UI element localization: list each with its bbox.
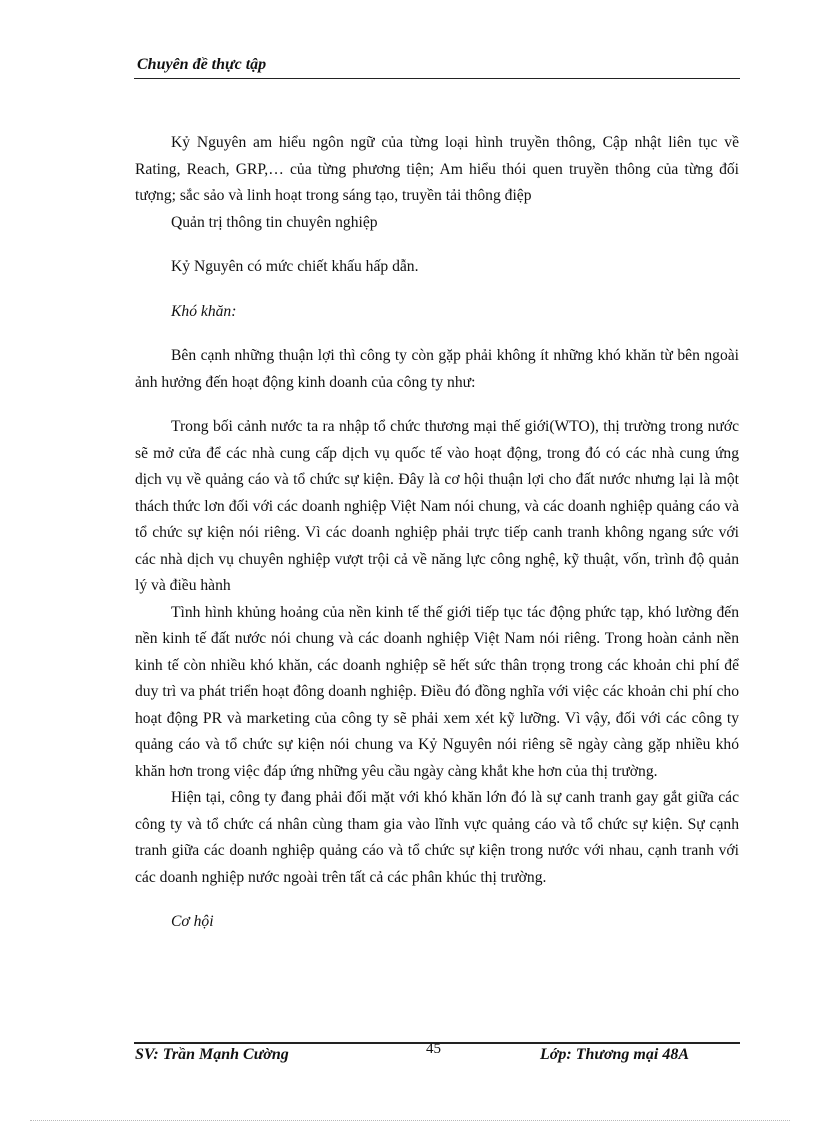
section-heading-difficulties: Khó khăn:	[171, 302, 237, 320]
paragraph-wto: Trong bối cảnh nước ta ra nhập tổ chức thương mại thế giới(WTO), thị trường trong nước sẽ mở cửa để các nhà cung cấp dịch vụ quốc tế vào hoạt động, trong đó có các nhà cung ứng dịch vụ về quảng cáo và tổ chức sự kiện. Đây là cơ hội thuận lợi cho đất nước nhưng lại là một thách thức lơn đối với các doanh nghiệp Việt Nam nói chung, và các doanh nghiệp quảng cáo và tổ chức sự kiện nói riêng. Vì các doanh nghiệp phải trực tiếp canh tranh không ngang sức với các nhà dịch vụ chuyên nghiệp vượt trội cả về năng lực công nghệ, kỹ thuật, vốn, trình độ quản lý và điều hành	[135, 418, 739, 594]
paragraph-strengths: Kỷ Nguyên am hiểu ngôn ngữ của từng loại hình truyền thông, Cập nhật liên tục về Rating, Reach, GRP,… của từng phương tiện; Am hiểu thói quen truyền thông của từng đối tượng; sắc sảo và linh hoạt trong sáng tạo, truyền tải thông điệp	[135, 134, 739, 204]
paragraph-difficulties-intro: Bên cạnh những thuận lợi thì công ty còn gặp phải không ít những khó khăn từ bên ngoài ảnh hưởng đến hoạt động kinh doanh của công ty như:	[135, 347, 739, 391]
footer-student: SV: Trần Mạnh Cường	[135, 1046, 289, 1063]
paragraph-competition: Hiện tại, công ty đang phải đối mặt với khó khăn lớn đó là sự canh tranh gay gắt giữa các công ty và tổ chức cá nhân cùng tham gia vào lĩnh vực quảng cáo và tổ chức sự kiện. Sự cạnh tranh giữa các doanh nghiệp quảng cáo và tổ chức sự kiện trong nước với nhau, cạnh tranh với các doanh nghiệp nước ngoài trên tất cả các phân khúc thị trường.	[135, 789, 739, 886]
body-text	[135, 130, 739, 936]
page-edge	[30, 1120, 790, 1121]
paragraph-crisis: Tình hình khủng hoảng của nền kinh tế thế giới tiếp tục tác động phức tạp, khó lường đến nền kinh tế đất nước nói chung và các doanh nghiệp Việt Nam nói riêng. Trong hoàn cảnh nền kinh tế còn nhiều khó khăn, các doanh nghiệp sẽ hết sức thân trọng trong các khoản chi phí để duy trì va phát triển hoạt đông doanh nghiệp. Điều đó đồng nghĩa với việc các khoản chi phí cho hoạt động PR và marketing của công ty sẽ phải xem xét kỹ lưỡng. Vì vậy, đối với các công ty quảng cáo và tổ chức sự kiện nói chung va Kỷ Nguyên nói riêng sẽ ngày càng gặp nhiều khó khăn hơn trong việc đáp ứng những yêu cầu ngày càng khắt khe hơn của thị trường.	[135, 603, 739, 780]
paragraph-info-management: Quản trị thông tin chuyên nghiệp	[171, 213, 378, 231]
header-title: Chuyên đề thực tập	[137, 56, 267, 73]
header-rule	[134, 78, 740, 79]
paragraph-discount: Kỷ Nguyên có mức chiết khấu hấp dẫn.	[171, 258, 419, 275]
footer-class: Lớp: Thương mại 48A	[540, 1046, 689, 1063]
page-number: 45	[426, 1041, 441, 1057]
section-heading-opportunities: Cơ hội	[171, 913, 214, 930]
